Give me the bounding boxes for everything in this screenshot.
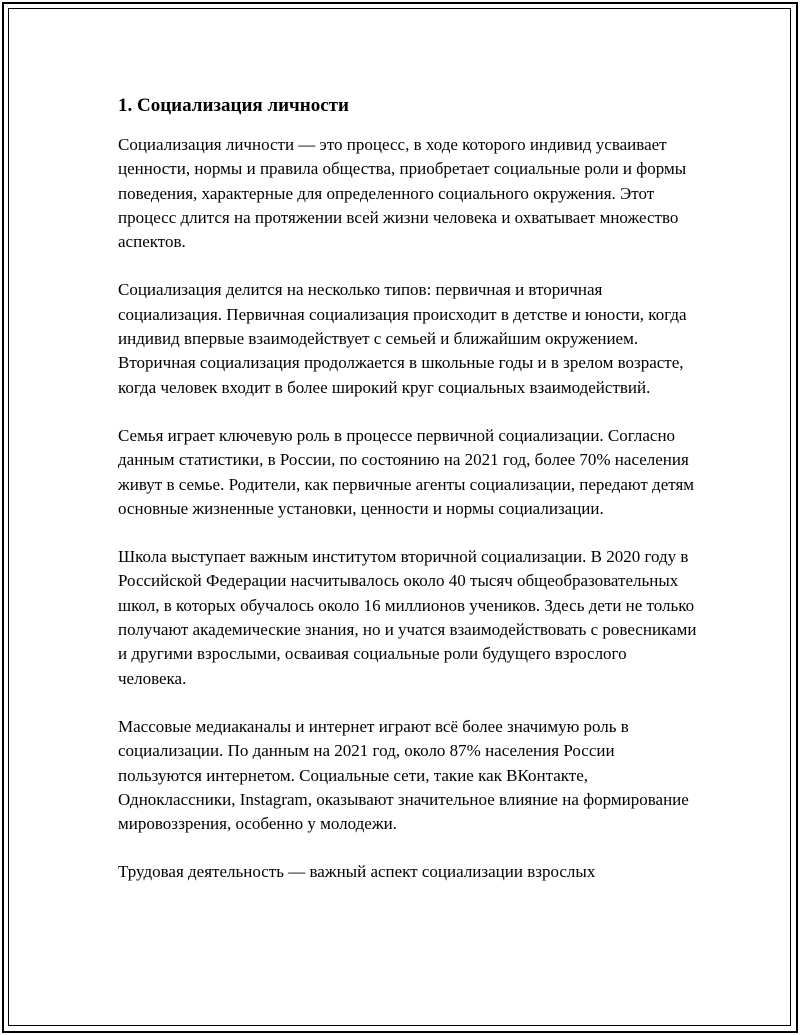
section-heading: 1. Социализация личности (118, 95, 349, 116)
paragraph-work: Трудовая деятельность — важный аспект социализации взрослых (118, 862, 596, 882)
paragraph-media: Массовые медиаканалы и интернет играют всё более значимую роль в социализации. По данным на 2021 год, около 87% населения России пользуются интернетом. Социальные сети, такие как ВКонтакте, Одноклассники, Instagram, оказывают значительное влияние на формирование мировоззрения, особенно у молодежи. (118, 716, 689, 834)
document-body (118, 93, 698, 909)
paragraph-definition: Социализация личности — это процесс, в ходе которого индивид усваивает ценности, нормы и правила общества, приобретает социальные роли и формы поведения, характерные для определенного социального окружения. Этот процесс длится на протяжении всей жизни человека и охватывает множество аспектов. (118, 135, 687, 252)
paragraph-family: Семья играет ключевую роль в процессе первичной социализации. Согласно данным статистики, в России, по состоянию на 2021 год, более 70% населения живут в семье. Родители, как первичные агенты социализации, передают детям основные жизненные установки, ценности и нормы социализации. (118, 425, 695, 518)
paragraph-types: Социализация делится на несколько типов: первичная и вторичная социализация. Первичная социализация происходит в детстве и юности, когда индивид впервые взаимодействует с семьей и ближайшим окружением. Вторичная социализация продолжается в школьные годы и в зрелом возрасте, когда человек входит в более широкий круг социальных взаимодействий. (118, 280, 687, 397)
paragraph-school: Школа выступает важным институтом вторичной социализации. В 2020 году в Российской Федерации насчитывалось около 40 тысяч общеобразовательных школ, в которых обучалось около 16 миллионов учеников. Здесь дети не только получают академические знания, но и учатся взаимодействовать с ровесниками и другими взрослыми, осваивая социальные роли будущего взрослого человека. (118, 547, 697, 688)
